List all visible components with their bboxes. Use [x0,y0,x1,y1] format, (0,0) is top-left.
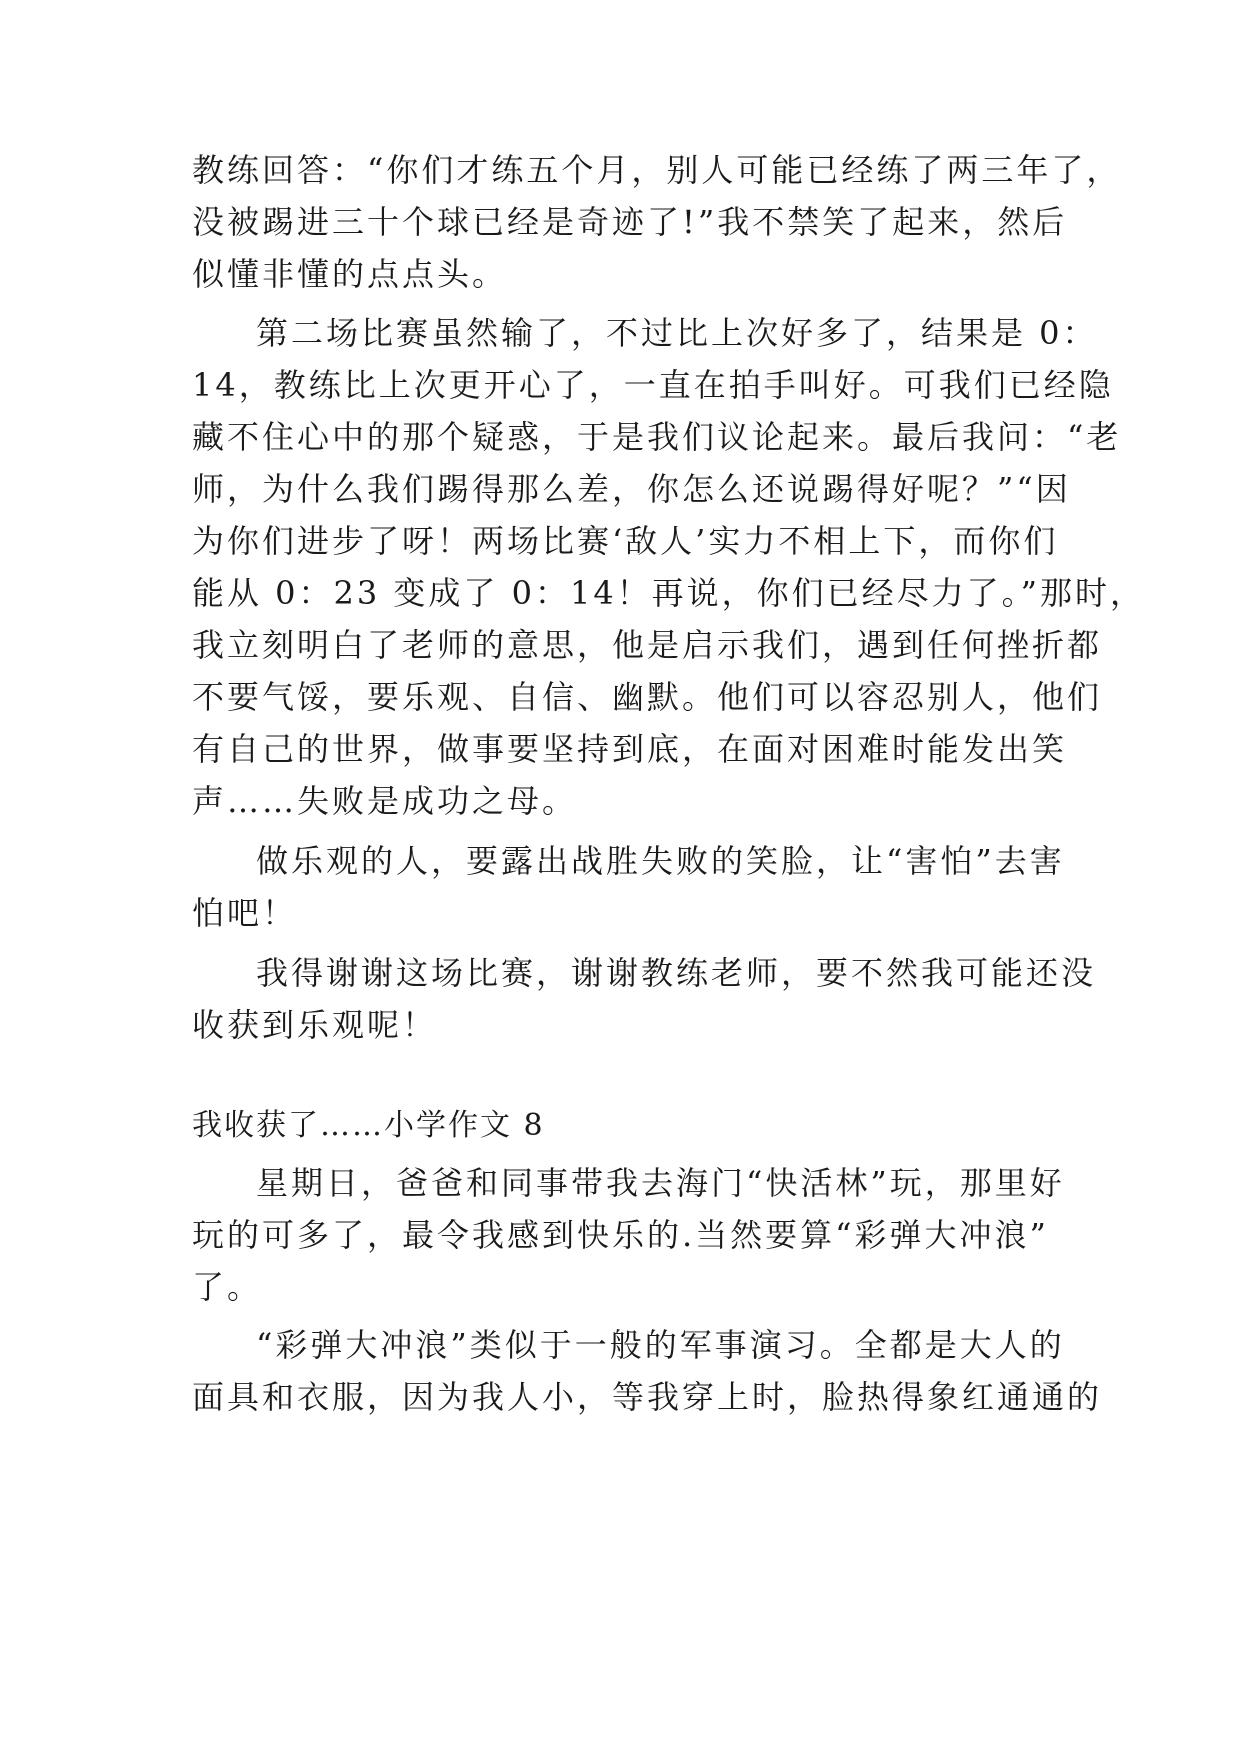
paragraph-line: 我得谢谢这场比赛，谢谢教练老师，要不然我可能还没 [256,954,1097,992]
paragraph-line: 师，为什么我们踢得那么差，你怎么还说踢得好呢？”“因 [192,470,1071,508]
section-heading: 我收获了……小学作文 8 [192,1108,545,1143]
paragraph-line: 14，教练比上次更开心了，一直在拍手叫好。可我们已经隐 [192,366,1114,404]
paragraph-line: 了。 [192,1268,263,1306]
paragraph-line: 教练回答：“你们才练五个月，别人可能已经练了两三年了， [192,151,1122,189]
paragraph-line: 我立刻明白了老师的意思，他是启示我们，遇到任何挫折都 [192,626,1103,664]
paragraph-line: 第二场比赛虽然输了，不过比上次好多了，结果是 0： [256,314,1098,352]
paragraph-line: 面具和衣服，因为我人小，等我穿上时，脸热得象红通通的 [192,1378,1103,1416]
paragraph-line: 怕吧！ [192,894,298,932]
paragraph-line: 星期日，爸爸和同事带我去海门“快活林”玩，那里好 [256,1164,1065,1202]
paragraph-line: 玩的可多了，最令我感到快乐的.当然要算“彩弹大冲浪” [192,1216,1049,1254]
paragraph-line: 做乐观的人，要露出战胜失败的笑脸，让“害怕”去害 [256,842,1065,880]
paragraph-line: 声……失败是成功之母。 [192,782,578,820]
paragraph-line: 能从 0：23 变成了 0：14！再说，你们已经尽力了。”那时， [192,574,1146,612]
paragraph-line: “彩弹大冲浪”类似于一般的军事演习。全都是大人的 [256,1326,1065,1364]
paragraph-line: 有自己的世界，做事要坚持到底，在面对困难时能发出笑 [192,730,1068,768]
paragraph-line: 不要气馁，要乐观、自信、幽默。他们可以容忍别人，他们 [192,678,1103,716]
paragraph-line: 似懂非懂的点点头。 [192,255,508,293]
paragraph-line: 没被踢进三十个球已经是奇迹了!”我不禁笑了起来，然后 [192,203,1068,241]
paragraph-line: 藏不住心中的那个疑惑，于是我们议论起来。最后我问：“老 [192,418,1122,456]
paragraph-line: 为你们进步了呀！两场比赛‘敌人’实力不相上下，而你们 [192,522,1059,560]
paragraph-line: 收获到乐观呢！ [192,1006,438,1044]
